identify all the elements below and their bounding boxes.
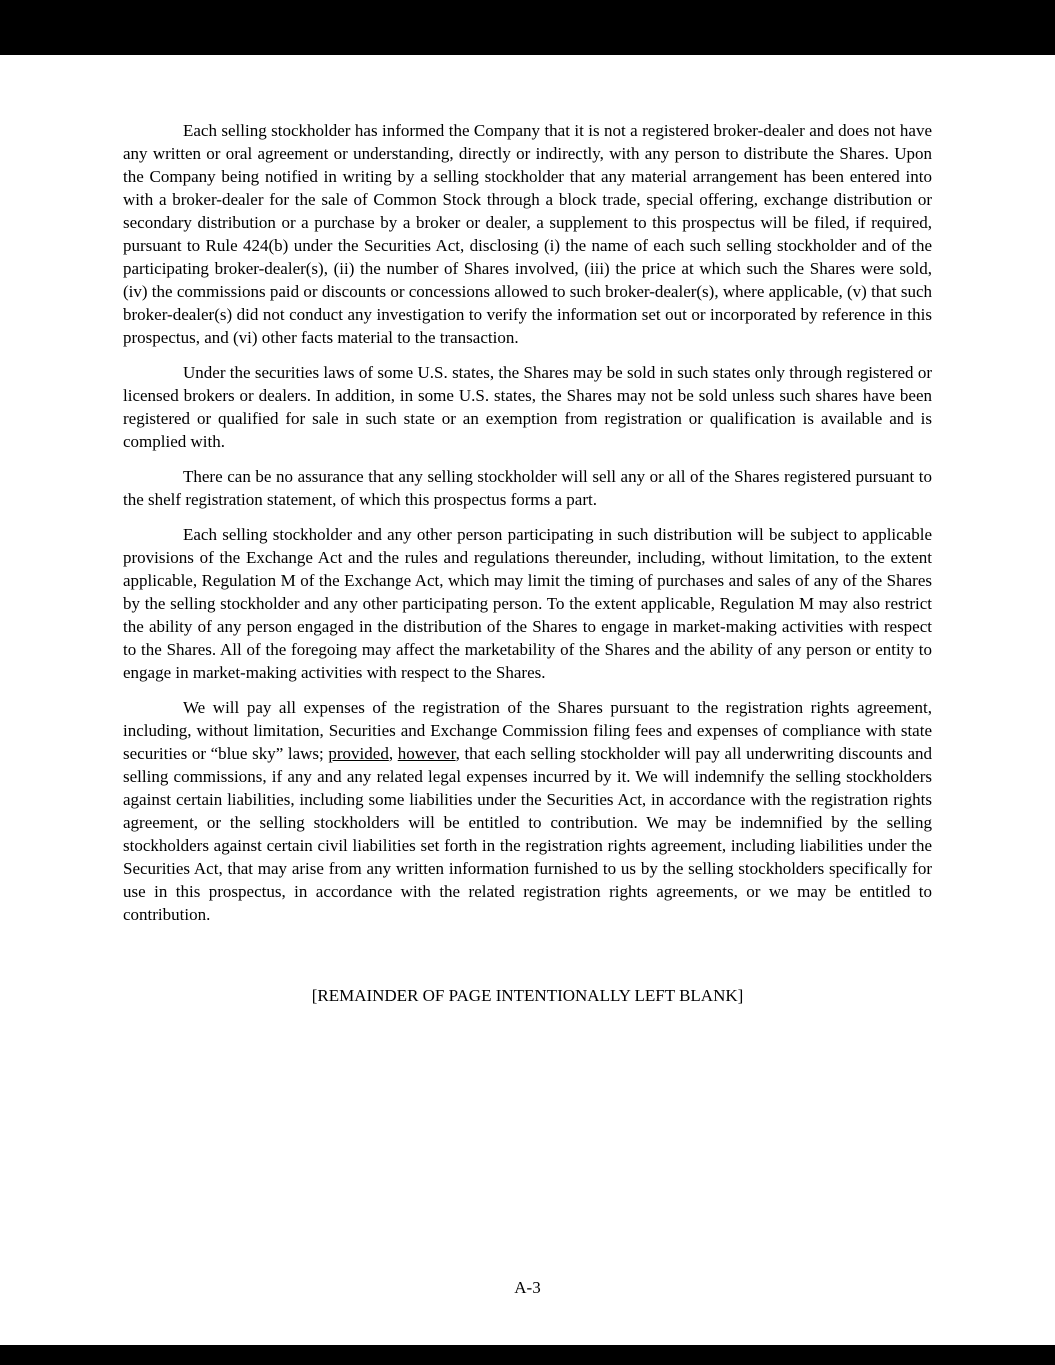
page-content bbox=[0, 55, 1055, 1007]
paragraph-no-assurance: There can be no assurance that any selling stockholder will sell any or all of the Shares registered pursuant to the shelf registration statement, of which this prospectus forms a part. bbox=[123, 467, 932, 509]
underlined-term-however: however bbox=[397, 744, 456, 763]
paragraph-registration-expenses bbox=[123, 696, 932, 926]
letterbox-top bbox=[0, 0, 1055, 55]
underlined-term-provided: provided bbox=[328, 744, 389, 763]
paragraph-broker-dealer-disclosure: Each selling stockholder has informed the Company that it is not a registered broker-dealer and does not have any written or oral agreement or understanding, directly or indirectly, with any person to distribute the Shares. Upon the Company being notified in writing by a selling stockholder that any material arrangement has been entered into with a broker-dealer for the sale of Common Stock through a block trade, special offering, exchange distribution or secondary distribution or a purchase by a broker or dealer, a supplement to this prospectus will be filed, if required, pursuant to Rule 424(b) under the Securities Act, disclosing (i) the name of each such selling stockholder and of the participating broker-dealer(s), (ii) the number of Shares involved, (iii) the price at which such the Shares were sold, (iv) the commissions paid or discounts or concessions allowed to such broker-dealer(s), where applicable, (v) that such broker-dealer(s) did not conduct any investigation to verify the information set out or incorporated by reference in this prospectus, and (vi) other facts material to the transaction. bbox=[123, 121, 932, 347]
paragraph-segment: , that each selling stockholder will pay all underwriting discounts and selling commissions, if any and any related legal expenses incurred by it. We will indemnify the selling stockholders against certain liabilities, including some liabilities under the Securities Act, in accordance with the registration rights agreement, or the selling stockholders will be entitled to contribution. We may be indemnified by the selling stockholders against certain civil liabilities set forth in the registration rights agreement, including liabilities under the Securities Act, that may arise from any written information furnished to us by the selling stockholders specifically for use in this prospectus, in accordance with the related registration rights agreements, or we may be entitled to contribution. bbox=[123, 744, 933, 924]
document-page bbox=[0, 55, 1055, 1345]
paragraph-exchange-act-regulation-m: Each selling stockholder and any other person participating in such distribution will be subject to applicable provisions of the Exchange Act and the rules and regulations thereunder, including, without limitation, to the extent applicable, Regulation M of the Exchange Act, which may limit the timing of purchases and sales of any of the Shares by the selling stockholder and any other participating person. To the extent applicable, Regulation M may also restrict the ability of any person engaged in the distribution of the Shares to engage in market-making activities with respect to the Shares. All of the foregoing may affect the marketability of the Shares and the ability of any person or entity to engage in market-making activities with respect to the Shares. bbox=[123, 525, 932, 682]
paragraph-segment: , bbox=[388, 744, 398, 763]
letterbox-bottom bbox=[0, 1345, 1055, 1365]
page-number: A-3 bbox=[514, 1278, 541, 1297]
paragraph-segment: We will pay all expenses of the registration of the Shares pursuant to the registration rights agreement, including, without limitation, Securities and Exchange Commission filing fees and expenses of compliance with state securities or “blue sky” laws; bbox=[123, 698, 932, 763]
paragraph-state-securities-laws: Under the securities laws of some U.S. states, the Shares may be sold in such states only through registered or licensed brokers or dealers. In addition, in some U.S. states, the Shares may not be sold unless such shares have been registered or qualified for sale in such state or an exemption from registration or qualification is available and is complied with. bbox=[123, 363, 932, 451]
remainder-of-page-notice: [REMAINDER OF PAGE INTENTIONALLY LEFT BLANK] bbox=[311, 986, 744, 1005]
